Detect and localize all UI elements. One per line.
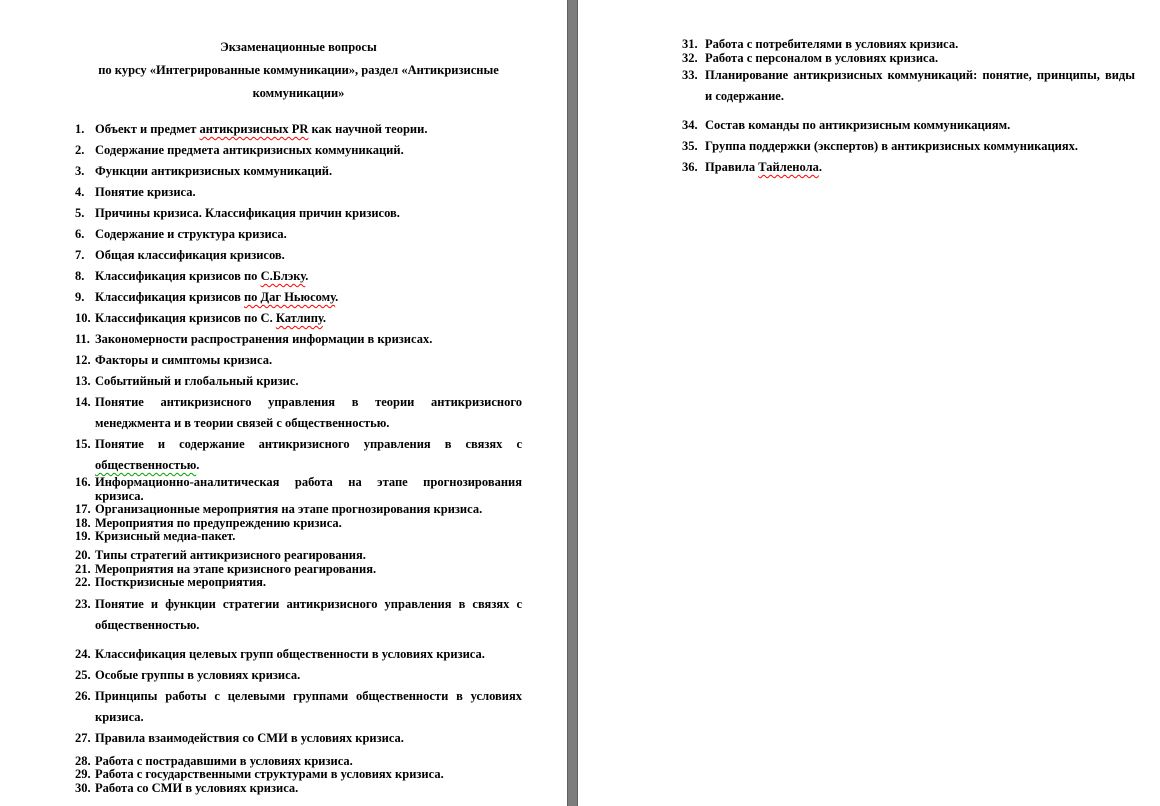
question-text: Понятие кризиса. (95, 185, 196, 199)
question-number: 33. (682, 68, 698, 83)
question-number: 29. (75, 767, 91, 782)
question-text: Классификация кризисов по Даг Ньюсому. (95, 290, 339, 304)
question-list-page-1 (75, 119, 522, 796)
question-text: Понятие и содержание антикризисного управления в связях с общественностью. (95, 437, 522, 472)
question-text: Причины кризиса. Классификация причин кризисов. (95, 206, 400, 220)
question-item (682, 65, 1135, 107)
question-number: 5. (75, 206, 85, 220)
question-text: Принципы работы с целевыми группами общественности в условиях кризиса. (95, 688, 522, 724)
question-number: 10. (75, 311, 91, 325)
question-number: 36. (682, 160, 698, 175)
question-item (75, 594, 522, 636)
question-text: Классификация кризисов по С. Катлипу. (95, 311, 327, 325)
question-text: Классификация кризисов по С.Блэку. (95, 269, 309, 283)
question-item (75, 782, 522, 796)
question-number: 28. (75, 753, 91, 768)
document-page-2 (578, 0, 1160, 806)
question-text: Мероприятия по предупреждению кризиса. (95, 515, 342, 530)
question-item (75, 245, 522, 266)
question-item (682, 115, 1135, 136)
question-number: 20. (75, 547, 91, 562)
document-title-line-1: Экзаменационные вопросы (220, 40, 377, 54)
question-item (75, 224, 522, 245)
question-text: Типы стратегий антикризисного реагирования. (95, 547, 366, 562)
question-number: 31. (682, 37, 698, 51)
question-item (75, 392, 522, 434)
question-number: 17. (75, 502, 91, 517)
question-item (75, 768, 522, 782)
question-item (75, 686, 522, 728)
question-text: Работа с персоналом в условиях кризиса. (705, 50, 939, 65)
question-item (75, 203, 522, 224)
question-item (682, 136, 1135, 157)
question-text: Планирование антикризисных коммуникаций: понятие, принципы, виды и содержание. (705, 68, 1135, 104)
question-number: 32. (682, 50, 698, 65)
question-number: 13. (75, 374, 91, 388)
question-number: 16. (75, 475, 91, 489)
question-item (75, 755, 522, 769)
question-text: Состав команды по антикризисным коммуникациям. (705, 118, 1011, 133)
grammarcheck-green-underline: общественностью (95, 458, 197, 472)
question-text: Функции антикризисных коммуникаций. (95, 164, 333, 178)
document-page-1 (0, 0, 567, 806)
question-item (75, 434, 522, 476)
question-item (75, 329, 522, 350)
question-number: 22. (75, 575, 91, 590)
question-item (75, 549, 522, 563)
question-item (75, 476, 522, 503)
question-number: 1. (75, 122, 85, 136)
question-number: 11. (75, 332, 90, 346)
question-item (75, 119, 522, 140)
question-number: 14. (75, 395, 91, 409)
question-text: Закономерности распространения информации в кризисах. (95, 332, 433, 346)
question-text: Понятие и функции стратегии антикризисного управления в связях с общественностью. (95, 596, 522, 632)
question-item (75, 644, 522, 665)
question-number: 35. (682, 139, 698, 154)
question-number: 8. (75, 269, 85, 283)
question-item (75, 728, 522, 749)
question-number: 6. (75, 227, 85, 241)
question-text: Правила Тайленола. (705, 160, 822, 175)
question-number: 19. (75, 529, 91, 544)
question-item (75, 350, 522, 371)
document-title-line-2: по курсу «Интегрированные коммуникации», раздел «Антикризисные (98, 63, 499, 77)
question-number: 27. (75, 730, 91, 745)
spellcheck-red-underline: по Даг Ньюсому (243, 290, 336, 304)
question-number: 25. (75, 667, 91, 682)
question-item (75, 140, 522, 161)
question-item (75, 517, 522, 531)
spellcheck-red-underline: Катлипу (275, 311, 323, 325)
question-number: 21. (75, 561, 91, 576)
question-number: 3. (75, 164, 85, 178)
question-item (682, 157, 1135, 178)
spellcheck-red-underline: антикризисных PR (199, 122, 309, 136)
question-text: Содержание предмета антикризисных коммуникаций. (95, 143, 404, 157)
page-divider (567, 0, 578, 806)
question-text: Кризисный медиа-пакет. (95, 529, 236, 544)
question-text: Работа с пострадавшими в условиях кризиса. (95, 753, 353, 768)
question-item (75, 266, 522, 287)
question-text: Группа поддержки (экспертов) в антикризисных коммуникациях. (705, 139, 1078, 154)
question-item (75, 576, 522, 590)
question-text: Содержание и структура кризиса. (95, 227, 287, 241)
question-number: 2. (75, 143, 85, 157)
document-title-line-3: коммуникации» (252, 86, 345, 100)
question-item (75, 161, 522, 182)
question-item (75, 308, 522, 329)
question-item (682, 38, 1135, 52)
question-text: Особые группы в условиях кризиса. (95, 667, 301, 682)
question-text: Посткризисные мероприятия. (95, 575, 267, 590)
question-item (75, 371, 522, 392)
question-number: 18. (75, 515, 91, 530)
question-text: Классификация целевых групп общественности в условиях кризиса. (95, 646, 485, 661)
question-text: Организационные мероприятия на этапе прогнозирования кризиса. (95, 502, 483, 517)
question-text: Правила взаимодействия со СМИ в условиях кризиса. (95, 730, 404, 745)
question-number: 23. (75, 596, 91, 611)
question-item (682, 52, 1135, 66)
document-title (75, 36, 522, 105)
question-text: Общая классификация кризисов. (95, 248, 285, 262)
question-number: 15. (75, 437, 91, 451)
question-text: Мероприятия на этапе кризисного реагирования. (95, 561, 377, 576)
question-item (75, 182, 522, 203)
question-number: 24. (75, 646, 91, 661)
question-number: 4. (75, 185, 85, 199)
question-item (75, 287, 522, 308)
question-number: 30. (75, 780, 91, 795)
question-text: Событийный и глобальный кризис. (95, 374, 299, 388)
question-text: Информационно-аналитическая работа на этапе прогнозирования кризиса. (95, 475, 522, 503)
question-number: 26. (75, 688, 91, 703)
question-number: 12. (75, 353, 91, 367)
question-text: Факторы и симптомы кризиса. (95, 353, 273, 367)
question-number: 34. (682, 118, 698, 133)
spellcheck-red-underline: Тайленола (758, 160, 819, 175)
question-item (75, 530, 522, 544)
question-number: 9. (75, 290, 85, 304)
question-item (75, 503, 522, 517)
question-item (75, 665, 522, 686)
spellcheck-red-underline: С.Блэку (260, 269, 306, 283)
question-text: Понятие антикризисного управления в теории антикризисного менеджмента и в теории связей с общественностью. (95, 395, 522, 430)
question-item (75, 563, 522, 577)
question-number: 7. (75, 248, 85, 262)
question-text: Работа с потребителями в условиях кризиса. (705, 37, 959, 51)
question-list-page-2 (682, 38, 1135, 178)
question-text: Работа со СМИ в условиях кризиса. (95, 780, 299, 795)
question-text: Объект и предмет антикризисных PR как научной теории. (95, 122, 428, 136)
question-text: Работа с государственными структурами в условиях кризиса. (95, 767, 444, 782)
